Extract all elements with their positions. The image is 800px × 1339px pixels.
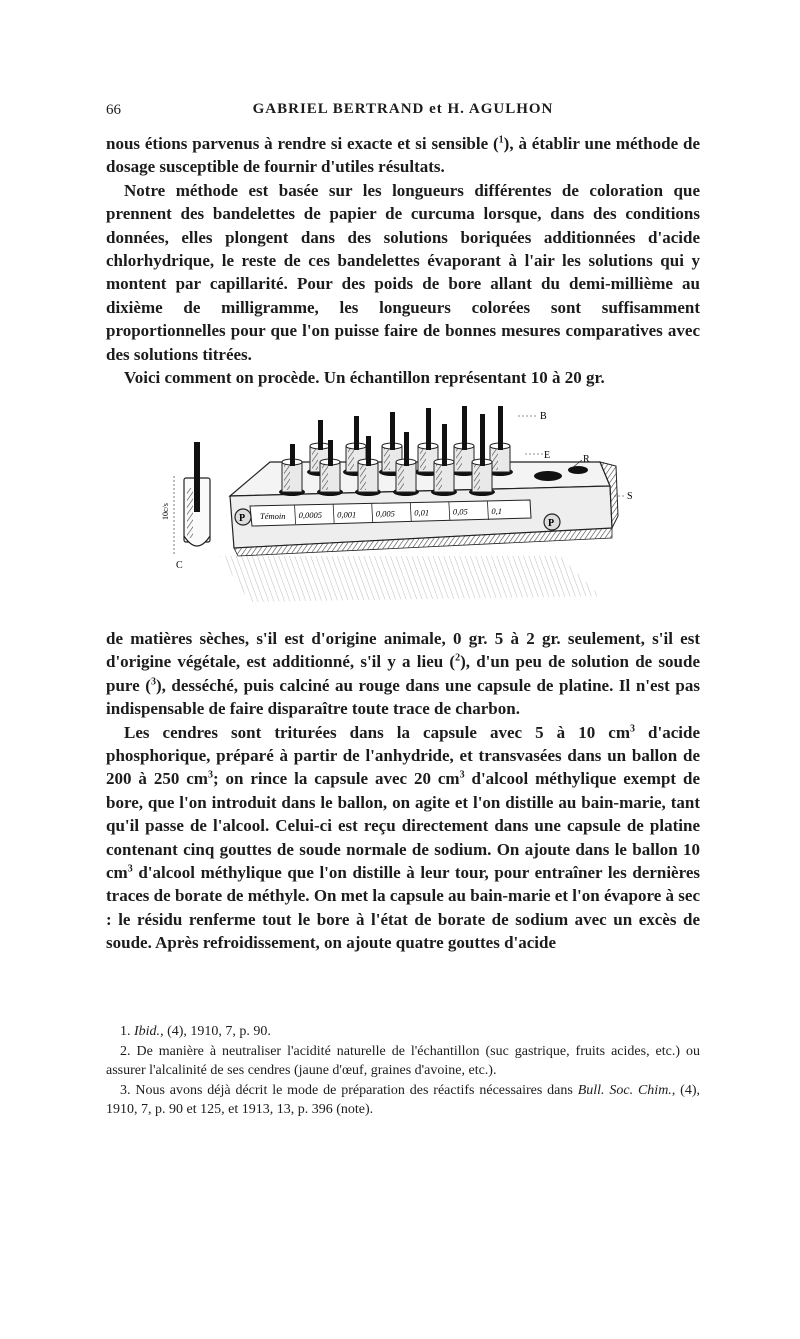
tube-label: 10c/s bbox=[161, 503, 170, 520]
paragraph: nous étions parvenus à rendre si exacte et si sensible ($^1$), à établir une méthode de dosage susceptible de fournir d'utiles résultats. bbox=[106, 134, 700, 177]
figure-letter-r: R bbox=[583, 454, 590, 465]
running-title: GABRIEL BERTRAND et H. AGULHON bbox=[252, 101, 554, 117]
strip-label: 0,01 bbox=[414, 507, 430, 518]
test-tube bbox=[161, 442, 210, 556]
strip-label: 0,0005 bbox=[298, 510, 322, 521]
footnote-2: 2. De manière à neutraliser l'acidité naturelle de l'échantillon (suc gastrique, fruits acides, etc.) ou assurer l'alcalinité de ses cendres (jaune d'œuf, graines d'avoine, etc.). bbox=[106, 1043, 700, 1078]
footnote-ref[interactable]: 3 bbox=[150, 676, 156, 688]
vial bbox=[393, 432, 419, 496]
paragraph: Les cendres sont triturées dans la capsule avec 5 à 10 $cm^3$ d'acide phosphorique, préparé à partir de l'anhydride, et transvasées dans un ballon de 200 à 250 $cm^3$; on rince la capsule avec 20 $cm^3$ d'alcool méthylique exempt de bore, que l'on introduit dans le ballon, on agite et l'on distille au bain-marie, tant qu'il passe de l'alcool. Celui-ci est reçu directement dans une capsule de platine contenant cinq gouttes de soude normale de sodium. On ajoute dans le ballon 10 $cm^3$ d'alcool méthylique que l'on distille à leur tour, pour entraîner les dernières traces de borate de méthyle. On met la capsule au bain-marie et l'on évapore à sec : le résidu renferme tout le bore à l'état de borate de sodium avec un excès de soude. Après refroidissement, on ajoute quatre gouttes d'acide bbox=[106, 722, 701, 953]
strip-label: 0,005 bbox=[375, 508, 395, 519]
footnote-ref[interactable]: 1 bbox=[498, 134, 504, 146]
footnotes bbox=[106, 1022, 700, 1120]
figure-letter-p-left: P bbox=[239, 513, 246, 524]
page-number: 66 bbox=[106, 102, 121, 118]
strip-label: 0,1 bbox=[491, 505, 503, 516]
apparatus-figure bbox=[160, 406, 650, 620]
figure-letter-s: S bbox=[627, 491, 633, 502]
footnote-ref[interactable]: 2 bbox=[455, 652, 461, 664]
footnote-3: 3. Nous avons déjà décrit le mode de préparation des réactifs nécessaires dans Bull. Soc. Chim., (4), 1910, 7, p. 90 et 125, et 1913, 13, p. 396 (note). bbox=[106, 1082, 700, 1117]
paragraph: de matières sèches, s'il est d'origine animale, 0 gr. 5 à 2 gr. seulement, s'il est d'origine végétale, est additionné, s'il y a lieu ($^2$), d'un peu de solution de soude pure ($^3$), desséché, puis calciné au rouge dans une capsule de platine. Il n'est pas indispensable de faire disparaître toute trace de charbon. bbox=[106, 629, 700, 719]
vial bbox=[431, 424, 457, 496]
strip-label: Témoin bbox=[260, 511, 286, 521]
paragraph: Voici comment on procède. Un échantillon représentant 10 à 20 gr. bbox=[124, 368, 605, 388]
body-text-bottom bbox=[106, 627, 700, 955]
figure-letter-b: B bbox=[540, 411, 547, 422]
figure-letter-e: E bbox=[544, 450, 551, 461]
strip-label: 0,05 bbox=[452, 506, 468, 517]
vial bbox=[279, 444, 305, 496]
strip-label: 0,001 bbox=[337, 509, 357, 520]
body-text-top bbox=[106, 132, 700, 389]
page-header bbox=[106, 100, 700, 124]
footnote-1: 1. Ibid., (4), 1910, 7, p. 90. bbox=[120, 1024, 271, 1039]
figure-letter-c: C bbox=[176, 560, 183, 571]
paragraph: Notre méthode est basée sur les longueurs différentes de coloration que prennent des bandelettes de papier de curcuma lorsque, dans des conditions données, elles plongent dans des solutions boriquées additionnées d'acide chlorhydrique, le reste de ces bandelettes évaporant à l'air les solutions qui y montent par capillarité. Pour des poids de bore allant du demi-millième au dixième de milligramme, les longueurs colorées sont suffisamment proportionnelles pour que l'on puisse faire de bonnes mesures comparatives avec des solutions titrées. bbox=[106, 180, 700, 364]
figure-letter-p-right: P bbox=[548, 518, 555, 529]
